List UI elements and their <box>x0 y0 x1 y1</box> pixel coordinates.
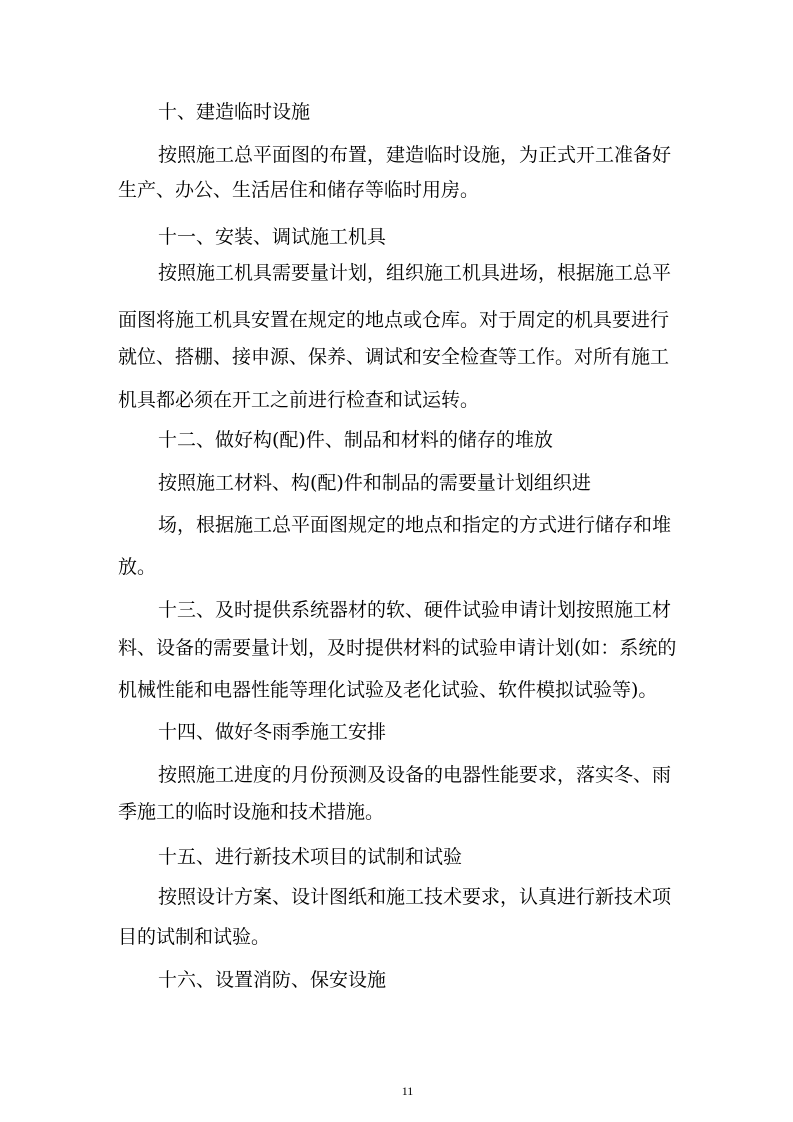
section-heading-13: 十三、及时提供系统器材的软、硬件试验申请计划按照施工材 <box>158 599 672 621</box>
paragraph-line: 按照施工进度的月份预测及设备的电器性能要求，落实冬、雨 <box>158 764 672 786</box>
paragraph-line: 场，根据施工总平面图规定的地点和指定的方式进行储存和堆 <box>158 514 672 536</box>
section-heading-15: 十五、进行新技术项目的试制和试验 <box>158 846 463 868</box>
paragraph-line: 按照施工机具需要量计划，组织施工机具进场，根据施工总平 <box>158 262 672 284</box>
paragraph-line: 就位、搭棚、接申源、保养、调试和安全检查等工作。对所有施工 <box>118 346 670 368</box>
paragraph-line: 面图将施工机具安置在规定的地点或仓库。对于周定的机具要进行 <box>118 309 670 331</box>
paragraph-line: 按照施工材料、构(配)件和制品的需要量计划组织进 <box>158 472 591 494</box>
section-heading-14: 十四、做好冬雨季施工安排 <box>158 721 387 743</box>
paragraph-line: 生产、办公、生活居住和储存等临时用房。 <box>118 179 480 201</box>
page-number: 11 <box>401 1084 414 1098</box>
paragraph-line: 按照设计方案、设计图纸和施工技术要求，认真进行新技术项 <box>158 886 672 908</box>
paragraph-line: 按照施工总平面图的布置，建造临时设施，为正式开工准备好 <box>158 144 672 166</box>
paragraph-line: 机具都必须在开工之前进行检查和试运转。 <box>118 389 480 411</box>
section-heading-16: 十六、设置消防、保安设施 <box>158 969 387 991</box>
section-heading-11: 十一、安装、调试施工机具 <box>158 226 387 248</box>
paragraph-line: 料、设备的需要量计划，及时提供材料的试验申请计划(如：系统的 <box>118 637 677 659</box>
paragraph-line: 放。 <box>118 556 157 578</box>
section-heading-12: 十二、做好构(配)件、制品和材料的储存的堆放 <box>158 429 553 451</box>
paragraph-line: 机械性能和电器性能等理化试验及老化试验、软件模拟试验等)。 <box>118 679 658 701</box>
section-heading-10: 十、建造临时设施 <box>158 101 311 123</box>
paragraph-line: 季施工的临时设施和技术措施。 <box>118 801 385 823</box>
paragraph-line: 目的试制和试验。 <box>118 926 271 948</box>
